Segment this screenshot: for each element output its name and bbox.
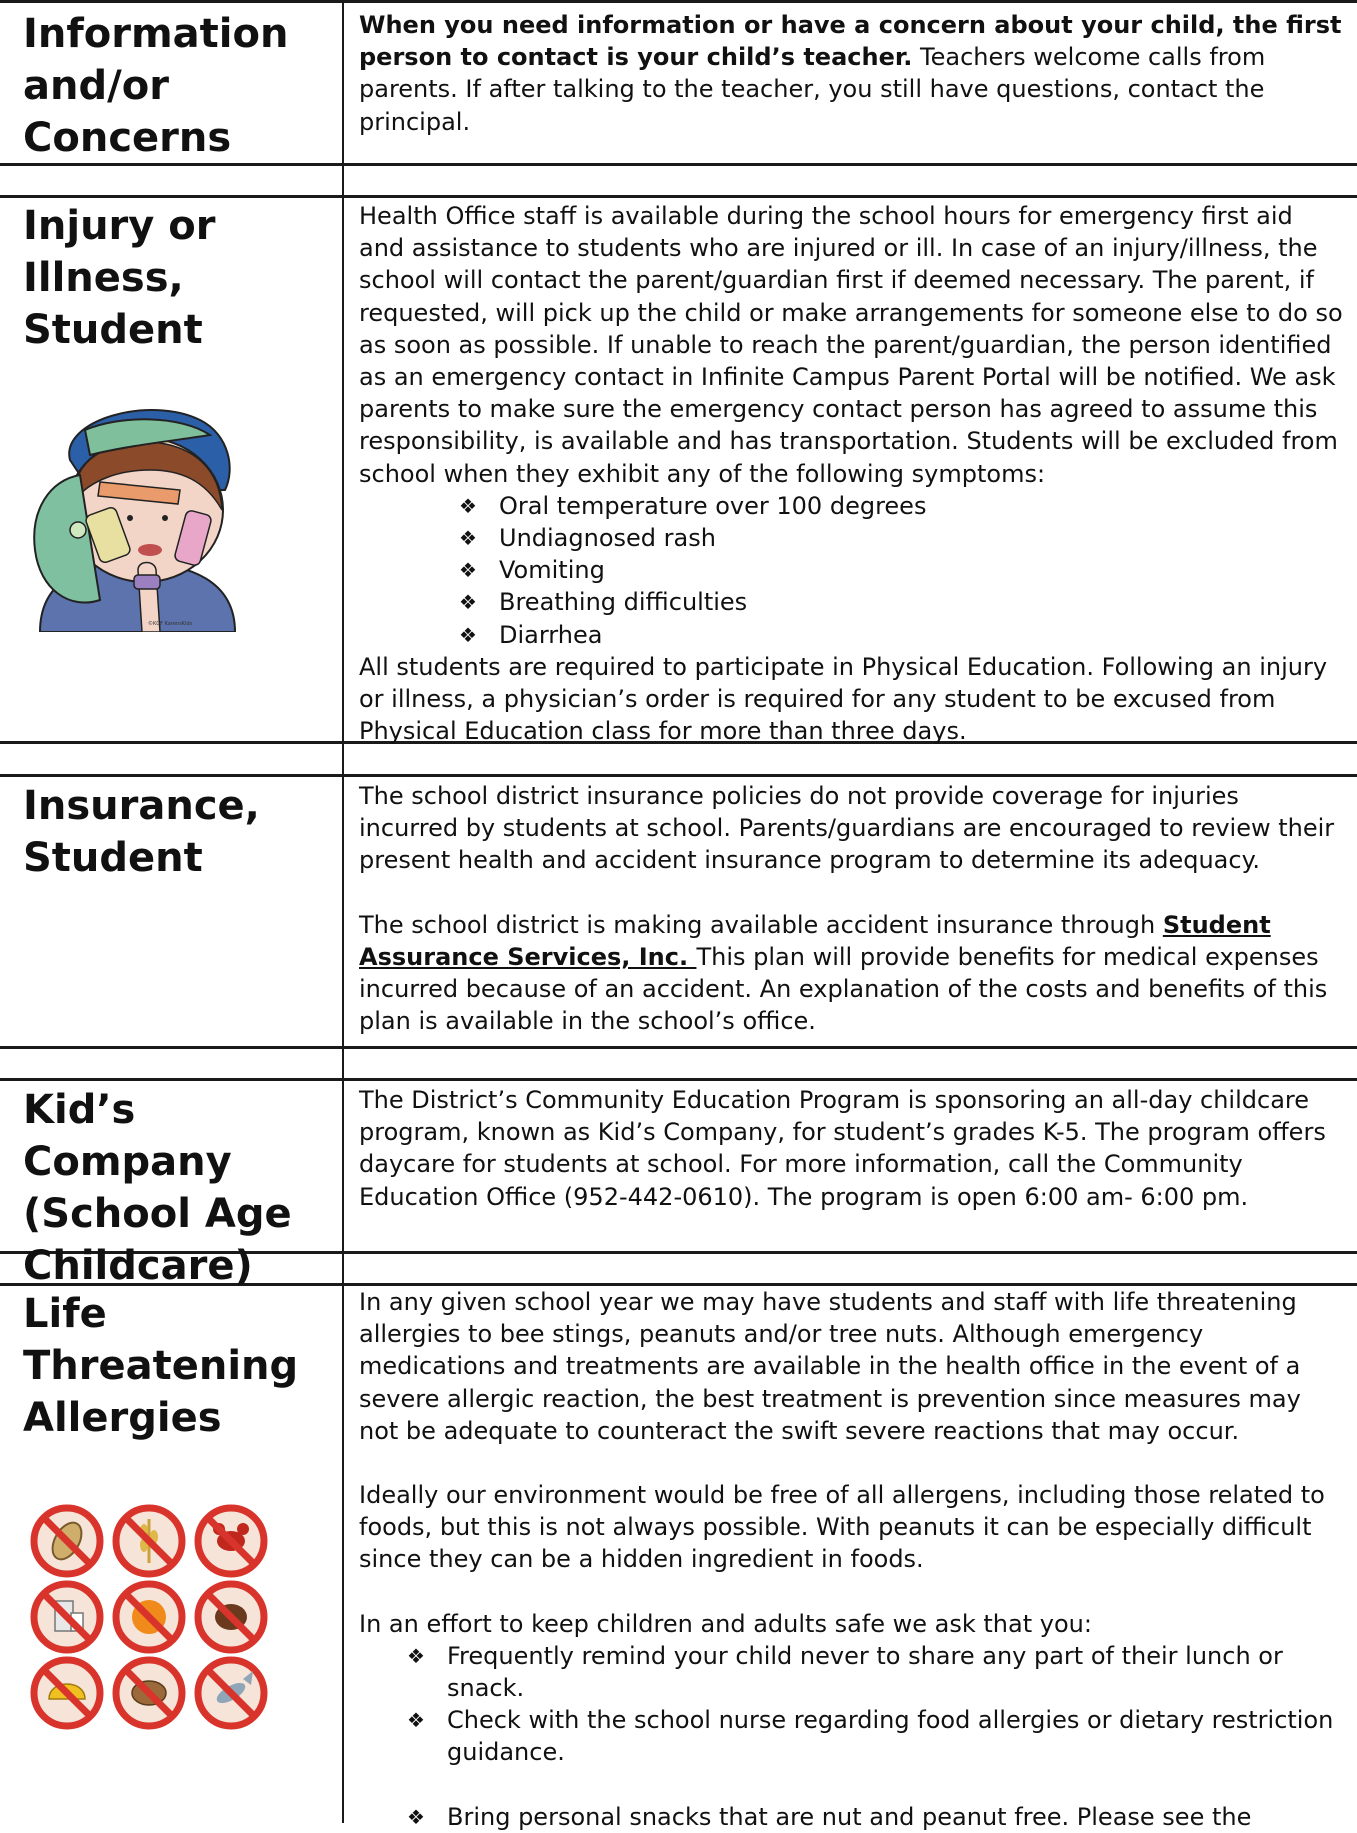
no-milk-icon [34, 1584, 100, 1650]
heading-line: Threatening [23, 1343, 299, 1389]
image-credit: ©KGF KarensKids [148, 621, 193, 627]
list-item: ❖ Diarrhea [459, 619, 1344, 651]
top-rule [0, 0, 1357, 3]
diamond-bullet-icon: ❖ [407, 1643, 425, 1668]
list-item: ❖ Oral temperature over 100 degrees [459, 490, 1344, 522]
insurance-p1: The school district insurance policies do not provide coverage for injuries incurred by students at school. Parents/guardians are encouraged to review their present health and accident insurance program to determine its adequacy. [359, 782, 1335, 875]
heading-line: Insurance, [23, 783, 260, 829]
diamond-bullet-icon: ❖ [459, 493, 477, 518]
heading-insurance [23, 780, 333, 884]
information-text [359, 9, 1344, 138]
section-rule [0, 195, 1357, 198]
column-divider [342, 0, 344, 1823]
diamond-bullet-icon: ❖ [459, 558, 477, 583]
no-peanut-icon [34, 1508, 100, 1574]
heading-line: Student [23, 307, 203, 353]
diamond-bullet-icon: ❖ [407, 1708, 425, 1733]
heading-line: Information [23, 11, 289, 57]
insurance-p2: The school district is making available accident insurance through Student Assurance Services, Inc. This plan will provide benefits for medical expenses incurred because of an accident. An explanation of the costs and benefits of this plan is available in the school’s office. [359, 910, 1328, 1036]
list-item: ❖ Check with the school nurse regarding food allergies or dietary restriction guidance. [407, 1706, 1334, 1767]
physical-education-text: All students are required to participate in Physical Education. Following an injury or illness, a physician’s order is required for any student to be excused from Physical Education class for more than three days. [359, 652, 1328, 746]
no-egg-icon [34, 1660, 100, 1726]
heading-kids-company [23, 1084, 333, 1292]
insurance-text [359, 780, 1344, 1037]
list-item: ❖ Vomiting [459, 554, 1344, 586]
heading-line: Illness, [23, 255, 184, 301]
no-citrus-icon [116, 1584, 182, 1650]
symptom-list [359, 490, 1344, 651]
heading-line: Kid’s Company [23, 1087, 232, 1185]
student-assurance-link[interactable]: Student Assurance Services, Inc. [359, 910, 1271, 971]
no-fish-icon [198, 1660, 264, 1726]
request-list [359, 1640, 1344, 1833]
list-item: ❖ Undiagnosed rash [459, 522, 1344, 554]
kids-company-text: The District’s Community Education Program is sponsoring an all-day childcare program, known as Kid’s Company, for student’s grades K-5. The program offers daycare for students at school. For more information, call the Community Education Office (952-442-0610). The program is open 6:00 am- 6:00 pm. [359, 1086, 1326, 1211]
section-rule [0, 774, 1357, 777]
no-shellfish-icon [198, 1508, 264, 1574]
information-bold: When you need information or have a concern about your child, the first person to contact is your child’s teacher. [359, 11, 1342, 72]
heading-injury [23, 200, 333, 356]
no-chocolate-icon [198, 1584, 264, 1650]
heading-line: Student [23, 835, 203, 881]
injury-text [359, 200, 1344, 747]
injured-child-illustration [30, 400, 245, 632]
no-wheat-icon [116, 1508, 182, 1574]
diamond-bullet-icon: ❖ [459, 526, 477, 551]
no-tree-nut-icon [116, 1660, 182, 1726]
heading-line: Allergies [23, 1395, 222, 1441]
section-rule [0, 1046, 1357, 1049]
allergies-p1: In any given school year we may have students and staff with life threatening allergies to bee stings, peanuts and/or tree nuts. Although emergency medications and treatments are available in the health office in the event of a severe allergic reaction, the best treatment is prevention since measures may not be adequate to counteract the swift severe reactions that may occur. [359, 1288, 1301, 1445]
heading-information [23, 8, 333, 164]
heading-line: Life [23, 1291, 107, 1337]
diamond-bullet-icon: ❖ [459, 622, 477, 647]
list-item: ❖ Bring personal snacks that are nut and peanut free. Please see the [407, 1801, 1344, 1833]
list-item: ❖ Frequently remind your child never to share any part of their lunch or snack. [407, 1641, 1283, 1703]
information-rest: Teachers welcome calls from parents. If after talking to the teacher, you still have questions, contact the principal. [359, 43, 1266, 136]
list-item: ❖ Breathing difficulties [459, 586, 1344, 618]
heading-line: (School Age [23, 1191, 292, 1237]
injury-intro: Health Office staff is available during the school hours for emergency first aid and assistance to students who are injured or ill. In case of an injury/illness, the school will contact the parent/guardian first if deemed necessary. The parent, if requested, will pick up the child or make arrangements for someone else to do so as soon as possible. If unable to reach the parent/guardian, the person identified as an emergency contact in Infinite Campus Parent Portal will be notified. We ask parents to make sure the emergency contact person has agreed to assume this responsibility, is available and has transportation. Students will be excluded from school when they exhibit any of the following symptoms: [359, 202, 1343, 488]
allergies-p2: Ideally our environment would be free of all allergens, including those related to foods, but this is not always possible. With peanuts it can be especially difficult since they can be a hidden ingredient in foods. [359, 1481, 1325, 1574]
heading-line: Childcare) [23, 1243, 253, 1289]
heading-line: and/or [23, 63, 169, 109]
heading-line: Concerns [23, 115, 232, 161]
allergen-grid-illustration [30, 1504, 270, 1730]
heading-allergies [23, 1288, 333, 1444]
heading-line: Injury or [23, 203, 216, 249]
diamond-bullet-icon: ❖ [407, 1804, 425, 1829]
section-rule [0, 1078, 1357, 1081]
allergies-text [359, 1286, 1344, 1833]
allergies-p3: In an effort to keep children and adults safe we ask that you: [359, 1609, 1092, 1638]
diamond-bullet-icon: ❖ [459, 590, 477, 615]
